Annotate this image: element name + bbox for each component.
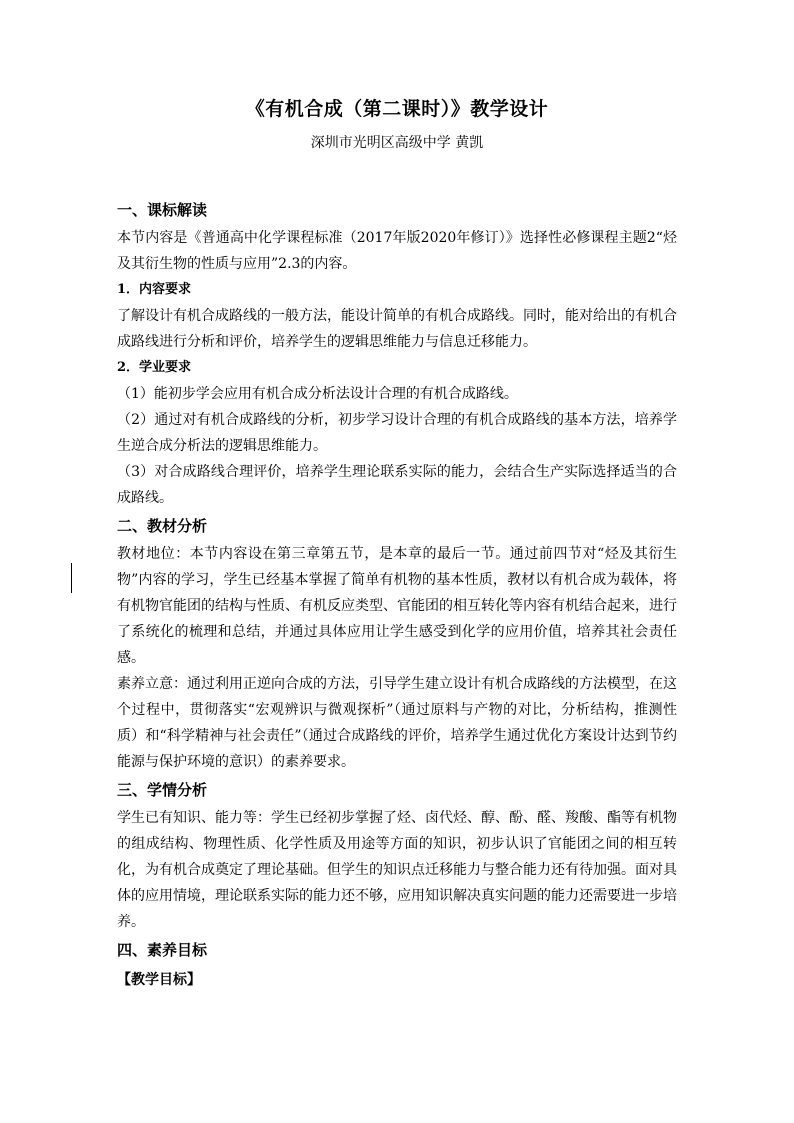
subheading-content-requirements: 1．内容要求 — [117, 282, 192, 297]
content-requirements-text: 了解设计有机合成路线的一般方法，能设计简单的有机合成路线。同时，能对给出的有机合成路线进行分析和评价，培养学生的逻辑思维能力与信息迁移能力。 — [117, 308, 677, 350]
document-author: 深圳市光明区高级中学 黄凯 — [310, 135, 484, 151]
section-heading-curriculum: 一、课标解读 — [117, 201, 208, 219]
learner-analysis-text: 学生已有知识、能力等：学生已经初步掌握了烃、卤代烃、醇、酚、醛、羧酸、酯等有机物的组成结构、物理性质、化学性质及用途等方面的知识，初步认识了官能团之间的相互转化，为有机合成奠定了理论基础。但学生的知识点迁移能力与整合能力还有待加强。面对具体的应用情境，理论联系实际的能力还不够，应用知识解决真实问题的能力还需要进一步培养。 — [117, 810, 677, 930]
section-heading-literacy-goals: 四、素养目标 — [117, 941, 208, 959]
section-heading-textbook: 二、教材分析 — [117, 517, 208, 535]
academic-requirement-1: （1）能初步学会应用有机合成分析法设计合理的有机合成路线。 — [117, 386, 518, 402]
academic-requirement-2: （2）通过对有机合成路线的分析，初步学习设计合理的有机合成路线的基本方法，培养学生逆合成分析法的逻辑思维能力。 — [117, 412, 677, 454]
subheading-academic-requirements: 2．学业要求 — [117, 360, 192, 375]
section-heading-learner: 三、学情分析 — [117, 781, 208, 799]
academic-requirement-3: （3）对合成路线合理评价，培养学生理论联系实际的能力，会结合生产实际选择适当的合成路线。 — [117, 464, 677, 506]
text-cursor-marker — [71, 563, 72, 593]
textbook-position-text: 教材地位：本节内容设在第三章第五节，是本章的最后一节。通过前四节对“烃及其衍生物”内容的学习，学生已经基本掌握了简单有机物的基本性质，教材以有机合成为载体，将有机物官能团的结构与性质、有机反应类型、官能团的相互转化等内容有机结合起来，进行了系统化的梳理和总结，并通过具体应用让学生感受到化学的应用价值，培养其社会责任感。 — [117, 546, 677, 666]
literacy-intent-text: 素养立意：通过利用正逆向合成的方法，引导学生建立设计有机合成路线的方法模型，在这个过程中，贯彻落实“宏观辨识与微观探析”（通过原料与产物的对比，分析结构，推测性质）和“科学精神与社会责任”（通过合成路线的评价，培养学生通过优化方案设计达到节约能源与保护环境的意识）的素养要求。 — [117, 676, 677, 770]
document-body — [117, 197, 677, 993]
document-title: 《有机合成（第二课时）》教学设计 — [245, 98, 549, 120]
subheading-teaching-goals: 【教学目标】 — [117, 972, 201, 988]
curriculum-intro: 本节内容是《普通高中化学课程标准（2017年版2020年修订）》选择性必修课程主题2“烃及其衍生物的性质与应用”2.3的内容。 — [117, 230, 677, 272]
